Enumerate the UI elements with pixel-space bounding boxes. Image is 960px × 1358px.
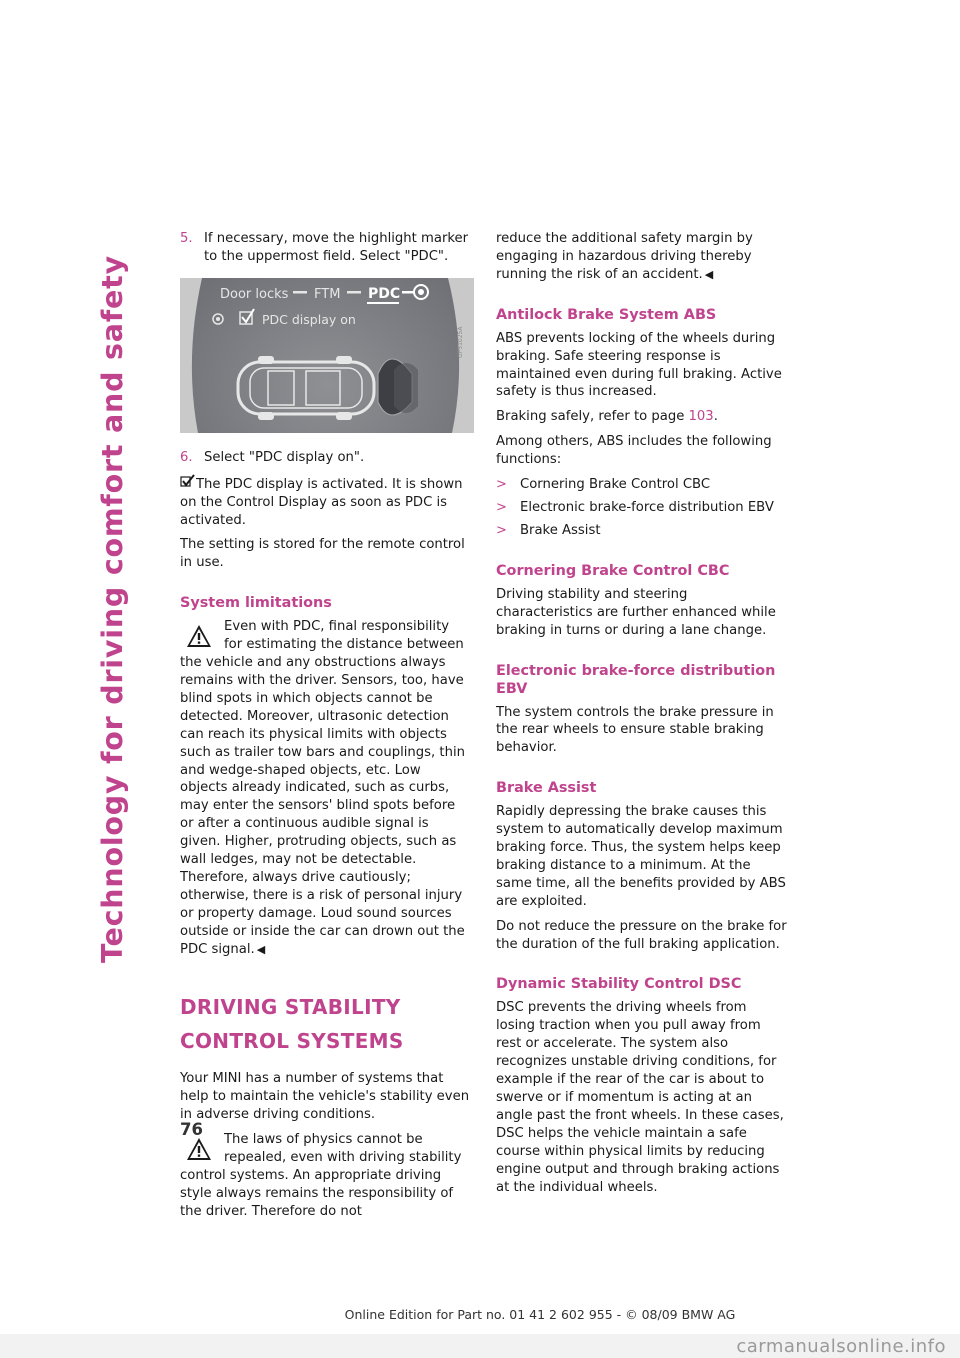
step-5-number: 5. [180, 231, 193, 246]
braking-safely-suffix: . [713, 409, 718, 425]
list-item-text: Brake Assist [520, 522, 601, 538]
bullet-arrow-icon: > [496, 499, 507, 515]
driving-stability-heading [180, 990, 470, 1058]
system-limitations-heading: System limitations [180, 595, 332, 612]
ebv-heading: Electronic brake-force distribution EBV [496, 662, 776, 697]
menu-pdc-selected: PDC [368, 285, 401, 302]
ebv-text: The system controls the brake pressure in the rear wheels to ensure stable braking behavior. [496, 704, 774, 756]
bullet-arrow-icon: > [496, 477, 507, 493]
step-5 [180, 230, 470, 266]
brake-assist-heading: Brake Assist [496, 780, 597, 797]
page-number: 76 [180, 1120, 203, 1139]
brake-assist-text-1: Rapidly depressing the brake causes this system to automatically develop maximum braking force. Thus, the system helps keep braking distance to a minimum. At the same time, all the benefits provided by ABS are exploited. [496, 804, 786, 909]
list-item-text: Electronic brake-force distribution EBV [520, 499, 774, 515]
braking-safely-text: Braking safely, refer to page [496, 409, 689, 425]
pdc-display-illustration [180, 278, 474, 433]
footer-text: Online Edition for Part no. 01 41 2 602 955 - © 08/09 BMW AG [344, 1307, 736, 1322]
step-5-text: If necessary, move the highlight marker to the uppermost field. Select "PDC". [204, 231, 469, 264]
list-item [496, 499, 788, 517]
driving-stability-warning [180, 1131, 470, 1221]
dsc-heading: Dynamic Stability Control DSC [496, 976, 742, 993]
abs-functions-intro: Among others, ABS includes the following functions: [496, 434, 772, 468]
driving-stability-warning-text: The laws of physics cannot be repealed, even with driving stability control systems. An appropriate driving style always remains the responsibility of the driver. Therefore do not [180, 1132, 462, 1219]
step-6 [180, 449, 470, 467]
left-column [180, 230, 470, 1228]
pdc-display-figure [180, 278, 474, 433]
dsc-text: DSC prevents the driving wheels from losing traction when you pull away from rest or accelerate. The system also recognizes unstable driving conditions, for example if the rear of the car is about to swerve or if momentum is acting at an angle past the front wheels. In these cases, DSC helps the vehicle maintain a safe course within physical limits by reducing engine output and through braking actions at the individual wheels. [496, 1000, 784, 1195]
step-6-text: Select "PDC display on". [204, 449, 365, 465]
warning-triangle-icon [186, 1137, 212, 1161]
driving-stability-heading-text: DRIVING STABILITY CONTROL SYSTEMS [180, 995, 404, 1054]
brake-assist-text-2: Do not reduce the pressure on the brake for the duration of the full braking application. [496, 918, 787, 952]
driving-stability-intro: Your MINI has a number of systems that help to maintain the vehicle's stability even in adverse driving conditions. [180, 1071, 470, 1123]
abs-heading: Antilock Brake System ABS [496, 306, 717, 323]
cbc-heading: Cornering Brake Control CBC [496, 562, 730, 579]
cbc-text: Driving stability and steering characteristics are further enhanced while braking in turns or during a lane change. [496, 586, 776, 638]
menu-door-locks: Door locks [220, 286, 289, 302]
setting-stored-text: The setting is stored for the remote control in use. [180, 537, 465, 571]
footer [0, 1307, 960, 1322]
right-column [496, 230, 788, 1203]
watermark-text: carmanualsonline.info [736, 1336, 946, 1357]
continued-warning-text: reduce the additional safety margin by engaging in hazardous driving thereby running the risk of an accident. [496, 231, 753, 282]
system-limitations-text: Even with PDC, final responsibility for estimating the distance between the vehicle and any obstructions always remains with the driver. Sensors, too, have blind spots in which objects cannot be detected. Moreover, ultrasonic detection can reach its physical limits with objects such as trailer tow bars and couplings, thin and wedge-shaped objects, etc. Low objects already indicated, such as curbs, may enter the sensors' blind spots before or after a continuous audible signal is given. Higher, protruding objects, such as wall ledges, may not be detectable. Therefore, always drive cautiously; otherwise, there is a risk of personal injury or property damage. Loud sound sources outside or inside the car can drown out the PDC signal. [180, 619, 465, 957]
step-6-number: 6. [180, 449, 193, 465]
abs-text: ABS prevents locking of the wheels during braking. Safe steering response is maintained even during full braking. Active safety is thus increased. [496, 330, 782, 400]
menu-ftm: FTM [314, 286, 341, 302]
figure-code: GP51025A [457, 326, 464, 358]
list-item-text: Cornering Brake Control CBC [520, 477, 711, 493]
list-item [496, 522, 788, 540]
system-limitations-warning [180, 618, 470, 958]
pdc-display-on-option: PDC display on [262, 311, 356, 327]
continued-warning [496, 230, 788, 284]
pdc-activated-paragraph [180, 474, 470, 530]
end-mark-icon: ◀ [256, 942, 266, 956]
watermark-bar [0, 1334, 960, 1358]
pdc-activated-text: The PDC display is activated. It is shown on the Control Display as soon as PDC is activated. [180, 476, 463, 528]
list-item [496, 476, 788, 494]
checkmark-icon [180, 474, 196, 494]
braking-safely-paragraph [496, 408, 788, 426]
bullet-arrow-icon: > [496, 522, 507, 538]
side-section-title-text: Technology for driving comfort and safety [96, 255, 129, 963]
end-mark-icon: ◀ [704, 267, 714, 281]
page-103-link[interactable]: 103 [688, 409, 714, 425]
warning-triangle-icon [186, 624, 212, 648]
